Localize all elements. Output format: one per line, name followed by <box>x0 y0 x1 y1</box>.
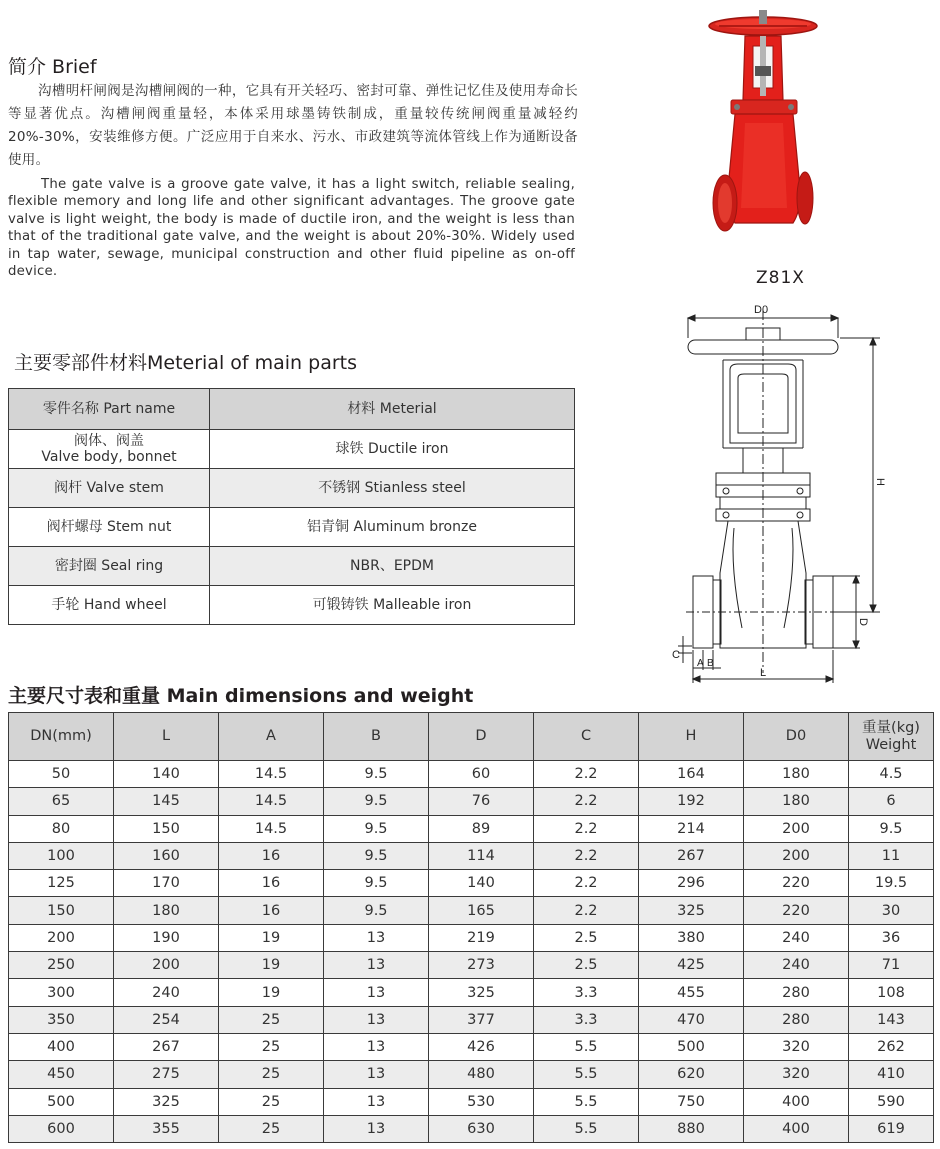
table-cell: 19 <box>219 952 324 979</box>
table-row <box>9 1088 934 1115</box>
materials-row <box>9 508 575 547</box>
part-cell: 阀杆 Valve stem <box>9 469 210 508</box>
table-row <box>9 1006 934 1033</box>
table-row <box>9 870 934 897</box>
table-cell: 19 <box>219 924 324 951</box>
table-cell: 9.5 <box>324 761 429 788</box>
table-cell: 400 <box>744 1115 849 1142</box>
table-cell: 14.5 <box>219 788 324 815</box>
header-part-name: 零件名称 Part name <box>9 389 210 430</box>
table-cell: 9.5 <box>324 788 429 815</box>
material-cell: 不锈钢 Stianless steel <box>210 469 575 508</box>
part-name-en: Valve body, bonnet <box>41 449 177 465</box>
table-cell: 3.3 <box>534 1006 639 1033</box>
materials-header-row <box>9 389 575 430</box>
header-d: D <box>429 713 534 761</box>
table-cell: 9.5 <box>324 815 429 842</box>
materials-row <box>9 547 575 586</box>
label-d0: D0 <box>754 304 769 316</box>
table-cell: 240 <box>744 924 849 951</box>
table-row <box>9 761 934 788</box>
table-cell: 89 <box>429 815 534 842</box>
table-cell: 2.2 <box>534 815 639 842</box>
table-row <box>9 979 934 1006</box>
table-cell: 280 <box>744 979 849 1006</box>
table-cell: 190 <box>114 924 219 951</box>
table-cell: 426 <box>429 1033 534 1060</box>
table-cell: 9.5 <box>324 870 429 897</box>
table-cell: 2.2 <box>534 897 639 924</box>
table-cell: 355 <box>114 1115 219 1142</box>
table-cell: 9.5 <box>324 897 429 924</box>
table-cell: 240 <box>114 979 219 1006</box>
dimensions-table <box>8 712 934 1143</box>
table-cell: 170 <box>114 870 219 897</box>
table-cell: 164 <box>639 761 744 788</box>
label-c: C <box>672 649 680 661</box>
table-cell: 280 <box>744 1006 849 1033</box>
table-cell: 200 <box>744 815 849 842</box>
table-cell: 36 <box>849 924 934 951</box>
header-c: C <box>534 713 639 761</box>
brief-text-en: The gate valve is a groove gate valve, it has a light switch, reliable sealing, flexible memory and long life and other significant advantages. The groove gate valve is light weight, the body is made of ductile iron, and the weight is less than that of the traditional gate valve, and the weight is about 20%-30%. Widely used in tap water, sewage, municipal construction and other fluid pipeline as on-off device. <box>8 177 575 280</box>
table-row <box>9 842 934 869</box>
table-cell: 620 <box>639 1061 744 1088</box>
header-l: L <box>114 713 219 761</box>
table-cell: 377 <box>429 1006 534 1033</box>
table-cell: 114 <box>429 842 534 869</box>
table-row <box>9 1061 934 1088</box>
material-cell: 铝青铜 Aluminum bronze <box>210 508 575 547</box>
table-row <box>9 1033 934 1060</box>
table-cell: 220 <box>744 897 849 924</box>
table-cell: 200 <box>744 842 849 869</box>
table-cell: 5.5 <box>534 1061 639 1088</box>
table-cell: 13 <box>324 1088 429 1115</box>
table-row <box>9 1115 934 1142</box>
material-cell: 球铁 Ductile iron <box>210 430 575 469</box>
part-name-cn: 阀体、阀盖 <box>74 433 144 449</box>
table-cell: 320 <box>744 1061 849 1088</box>
table-cell: 5.5 <box>534 1033 639 1060</box>
table-cell: 750 <box>639 1088 744 1115</box>
table-cell: 600 <box>9 1115 114 1142</box>
table-cell: 180 <box>744 788 849 815</box>
table-cell: 200 <box>9 924 114 951</box>
table-cell: 80 <box>9 815 114 842</box>
table-cell: 2.5 <box>534 952 639 979</box>
table-cell: 220 <box>744 870 849 897</box>
table-cell: 19 <box>219 979 324 1006</box>
table-cell: 2.2 <box>534 761 639 788</box>
table-cell: 16 <box>219 870 324 897</box>
table-cell: 25 <box>219 1061 324 1088</box>
table-cell: 13 <box>324 924 429 951</box>
table-cell: 14.5 <box>219 761 324 788</box>
table-row <box>9 815 934 842</box>
table-row <box>9 788 934 815</box>
table-cell: 9.5 <box>849 815 934 842</box>
table-cell: 350 <box>9 1006 114 1033</box>
table-cell: 19.5 <box>849 870 934 897</box>
table-cell: 2.2 <box>534 842 639 869</box>
table-cell: 240 <box>744 952 849 979</box>
table-cell: 165 <box>429 897 534 924</box>
header-material: 材料 Meterial <box>210 389 575 430</box>
header-weight <box>849 713 934 761</box>
table-row <box>9 924 934 951</box>
table-cell: 2.2 <box>534 870 639 897</box>
label-l: L <box>760 667 767 679</box>
table-cell: 325 <box>429 979 534 1006</box>
table-cell: 13 <box>324 1033 429 1060</box>
table-cell: 500 <box>9 1088 114 1115</box>
table-cell: 50 <box>9 761 114 788</box>
table-cell: 325 <box>639 897 744 924</box>
table-cell: 25 <box>219 1115 324 1142</box>
table-cell: 880 <box>639 1115 744 1142</box>
table-cell: 25 <box>219 1088 324 1115</box>
materials-row <box>9 430 575 469</box>
table-cell: 76 <box>429 788 534 815</box>
table-cell: 13 <box>324 1061 429 1088</box>
table-cell: 267 <box>639 842 744 869</box>
dimensions-title: 主要尺寸表和重量 Main dimensions and weight <box>8 685 474 707</box>
header-dn: DN(mm) <box>9 713 114 761</box>
materials-table <box>8 388 575 625</box>
table-cell: 150 <box>114 815 219 842</box>
table-cell: 619 <box>849 1115 934 1142</box>
materials-row <box>9 586 575 625</box>
table-cell: 300 <box>9 979 114 1006</box>
table-cell: 13 <box>324 979 429 1006</box>
table-cell: 530 <box>429 1088 534 1115</box>
table-cell: 108 <box>849 979 934 1006</box>
table-cell: 400 <box>744 1088 849 1115</box>
table-cell: 16 <box>219 842 324 869</box>
brief-title: 简介 Brief <box>8 56 97 78</box>
table-cell: 450 <box>9 1061 114 1088</box>
table-cell: 145 <box>114 788 219 815</box>
table-cell: 630 <box>429 1115 534 1142</box>
table-cell: 13 <box>324 1115 429 1142</box>
table-cell: 25 <box>219 1033 324 1060</box>
model-label: Z81X <box>756 268 805 288</box>
header-a: A <box>219 713 324 761</box>
table-cell: 273 <box>429 952 534 979</box>
table-cell: 455 <box>639 979 744 1006</box>
valve-photo <box>705 8 825 248</box>
table-cell: 160 <box>114 842 219 869</box>
label-b: B <box>707 658 714 669</box>
part-cell: 阀杆螺母 Stem nut <box>9 508 210 547</box>
table-cell: 425 <box>639 952 744 979</box>
materials-row <box>9 469 575 508</box>
part-cell: 密封圈 Seal ring <box>9 547 210 586</box>
label-h: H <box>874 478 886 486</box>
table-cell: 5.5 <box>534 1088 639 1115</box>
table-cell: 13 <box>324 1006 429 1033</box>
part-cell <box>9 430 210 469</box>
table-cell: 2.5 <box>534 924 639 951</box>
table-cell: 219 <box>429 924 534 951</box>
table-cell: 200 <box>114 952 219 979</box>
table-cell: 71 <box>849 952 934 979</box>
header-d0: D0 <box>744 713 849 761</box>
table-cell: 16 <box>219 897 324 924</box>
table-cell: 11 <box>849 842 934 869</box>
material-cell: 可锻铸铁 Malleable iron <box>210 586 575 625</box>
table-cell: 5.5 <box>534 1115 639 1142</box>
table-cell: 180 <box>744 761 849 788</box>
table-cell: 140 <box>429 870 534 897</box>
table-cell: 267 <box>114 1033 219 1060</box>
table-cell: 590 <box>849 1088 934 1115</box>
table-cell: 275 <box>114 1061 219 1088</box>
table-cell: 380 <box>639 924 744 951</box>
table-cell: 6 <box>849 788 934 815</box>
table-cell: 100 <box>9 842 114 869</box>
table-cell: 254 <box>114 1006 219 1033</box>
table-cell: 480 <box>429 1061 534 1088</box>
table-cell: 296 <box>639 870 744 897</box>
materials-title: 主要零部件材料Meterial of main parts <box>14 352 358 374</box>
table-cell: 14.5 <box>219 815 324 842</box>
table-cell: 325 <box>114 1088 219 1115</box>
table-cell: 320 <box>744 1033 849 1060</box>
table-cell: 3.3 <box>534 979 639 1006</box>
table-cell: 2.2 <box>534 788 639 815</box>
table-cell: 143 <box>849 1006 934 1033</box>
table-cell: 262 <box>849 1033 934 1060</box>
table-cell: 4.5 <box>849 761 934 788</box>
valve-dimension-drawing <box>668 298 890 688</box>
table-cell: 400 <box>9 1033 114 1060</box>
table-cell: 25 <box>219 1006 324 1033</box>
brief-text-cn: 沟槽明杆闸阀是沟槽闸阀的一种，它具有开关轻巧、密封可靠、弹性记忆佳及使用寿命长等显著优点。沟槽闸阀重量轻，本体采用球墨铸铁制成，重量较传统闸阀重量减轻约20%-30%，安装维修方便。广泛应用于自来水、污水、市政建筑等流体管线上作为通断设备使用。 <box>8 83 578 168</box>
table-cell: 214 <box>639 815 744 842</box>
header-h: H <box>639 713 744 761</box>
table-cell: 13 <box>324 952 429 979</box>
table-cell: 470 <box>639 1006 744 1033</box>
part-cell: 手轮 Hand wheel <box>9 586 210 625</box>
table-cell: 30 <box>849 897 934 924</box>
table-cell: 125 <box>9 870 114 897</box>
table-cell: 180 <box>114 897 219 924</box>
material-cell: NBR、EPDM <box>210 547 575 586</box>
table-cell: 150 <box>9 897 114 924</box>
header-weight-en: Weight <box>865 736 917 753</box>
table-cell: 60 <box>429 761 534 788</box>
label-a: A <box>697 658 704 669</box>
header-weight-cn: 重量(kg) <box>862 719 920 736</box>
table-cell: 410 <box>849 1061 934 1088</box>
table-cell: 192 <box>639 788 744 815</box>
table-cell: 140 <box>114 761 219 788</box>
table-cell: 65 <box>9 788 114 815</box>
table-cell: 500 <box>639 1033 744 1060</box>
table-cell: 9.5 <box>324 842 429 869</box>
header-b: B <box>324 713 429 761</box>
table-cell: 250 <box>9 952 114 979</box>
table-row <box>9 897 934 924</box>
label-d: D <box>857 618 869 626</box>
dimensions-header-row <box>9 713 934 761</box>
table-row <box>9 952 934 979</box>
